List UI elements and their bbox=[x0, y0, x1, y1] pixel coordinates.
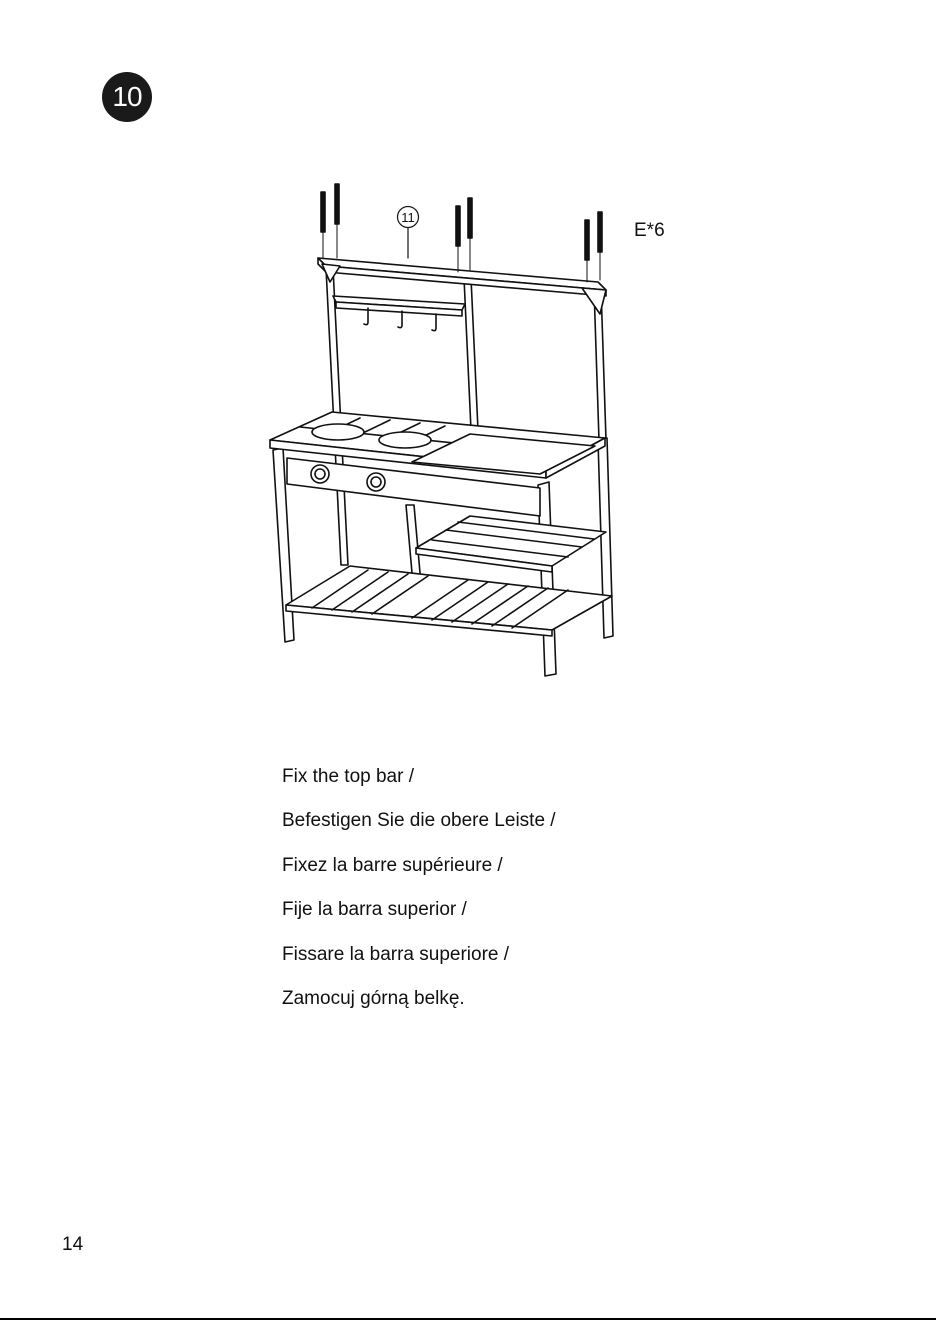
hook-shelf bbox=[333, 296, 465, 316]
instruction-italian: Fissare la barra superiore / bbox=[282, 943, 510, 965]
instruction-polish: Zamocuj górną belkę. bbox=[282, 987, 465, 1009]
instruction-french: Fixez la barre supérieure / bbox=[282, 854, 503, 876]
bottom-divider bbox=[0, 1318, 936, 1320]
hardware-quantity-label: E*6 bbox=[634, 220, 665, 241]
instruction-german: Befestigen Sie die obere Leiste / bbox=[282, 810, 556, 832]
instruction-english: Fix the top bar / bbox=[282, 766, 415, 787]
step-number: 10 bbox=[112, 81, 142, 112]
part-number-label: 11 bbox=[401, 210, 415, 225]
screws bbox=[321, 184, 602, 260]
back-upright-middle bbox=[464, 278, 478, 430]
step-number-badge bbox=[102, 72, 152, 122]
assembly-diagram bbox=[260, 170, 700, 690]
instruction-list bbox=[282, 766, 556, 1032]
instruction-spanish: Fije la barra superior / bbox=[282, 899, 467, 921]
page-number: 14 bbox=[62, 1234, 84, 1255]
bottom-shelf bbox=[286, 566, 612, 636]
back-leg-right bbox=[598, 438, 613, 638]
middle-shelf bbox=[416, 516, 606, 572]
